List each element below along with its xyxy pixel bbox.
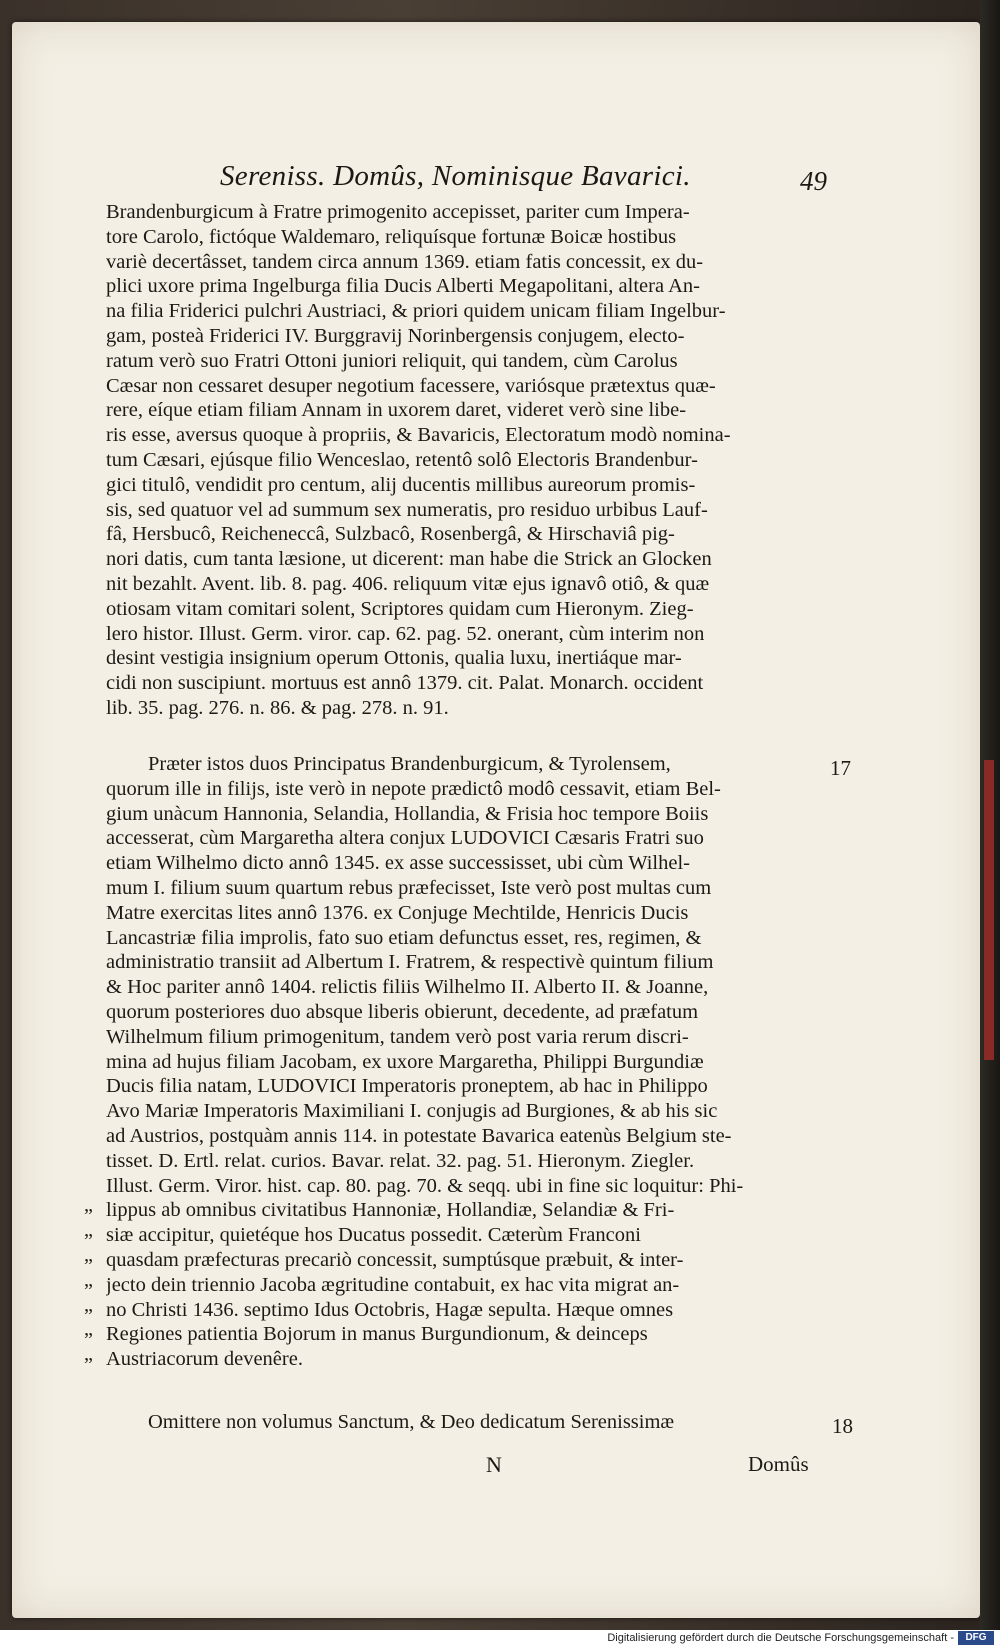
bookmark-ribbon [984, 760, 994, 1060]
text-line: cidi non suscipiunt. mortuus est annô 1379. cit. Palat. Monarch. occident [106, 672, 704, 695]
text-line: Cæsar non cessaret desuper negotium facessere, variósque prætextus quæ- [106, 374, 716, 397]
text-line: fâ, Hersbucô, Reicheneccâ, Sulzbacô, Rosenbergâ, & Hirschaviâ pig- [106, 523, 675, 546]
text-line: plici uxore prima Ingelburga filia Ducis Alberti Megapolitani, altera An- [106, 275, 700, 298]
digitization-credit: Digitalisierung gefördert durch die Deutsche Forschungsgemeinschaft - [607, 1632, 954, 1644]
quote-mark: „ [84, 1318, 93, 1341]
margin-number-18: 18 [832, 1414, 853, 1438]
text-line: accesserat, cùm Margaretha altera conjux LUDOVICI Cæsaris Fratri suo [106, 827, 704, 850]
text-line: administratio transiit ad Albertum I. Fratrem, & respectivè quintum filium [106, 951, 714, 974]
text-line: Illust. Germ. Viror. hist. cap. 80. pag. 70. & seqq. ubi in fine sic loquitur: Phi- [106, 1174, 744, 1197]
quote-mark: „ [84, 1194, 93, 1217]
text-line: ratum verò suo Fratri Ottoni juniori reliquit, qui tandem, cùm Carolus [106, 349, 678, 372]
quote-mark: „ [84, 1343, 93, 1366]
page-header [110, 160, 850, 196]
text-line: nori datis, cum tanta læsione, ut dicerent: man habe die Strick an Glocken [106, 548, 712, 571]
margin-number-17: 17 [830, 756, 851, 780]
text-line: Præter istos duos Principatus Brandenburgicum, & Tyrolensem, [148, 753, 671, 775]
text-line: Regiones patientia Bojorum in manus Burgundionum, & deinceps [106, 1323, 648, 1346]
text-line: sis, sed quatuor vel ad summum sex numeratis, pro residuo urbibus Lauf- [106, 498, 708, 521]
signature-mark: N [486, 1452, 502, 1477]
dfg-logo: DFG [958, 1631, 994, 1645]
text-line: ad Austrios, postquàm annis 114. in potestate Bavarica eatenùs Belgium ste- [106, 1124, 732, 1147]
text-line: Austriacorum devenêre. [106, 1348, 303, 1371]
text-line: lippus ab omnibus civitatibus Hannoniæ, Hollandiæ, Selandiæ & Fri- [106, 1199, 675, 1222]
text-line: ris esse, aversus quoque à propriis, & Bavaricis, Electoratum modò nomina- [106, 424, 731, 447]
text-line: tore Carolo, fictóque Waldemaro, reliquísque fortunæ Boicæ hostibus [106, 225, 677, 248]
text-line: nit bezahlt. Avent. lib. 8. pag. 406. reliquum vitæ ejus ignavô otiô, & quæ [106, 572, 710, 595]
text-line: Wilhelmum filium primogenitum, tandem verò post varia rerum discri- [106, 1025, 689, 1048]
text-line: gam, posteà Friderici IV. Burggravij Norinbergensis conjugem, electo- [106, 324, 685, 347]
paragraph-2 [106, 752, 826, 1372]
text-line: Brandenburgicum à Fratre primogenito accepisset, pariter cum Impera- [106, 201, 690, 223]
text-line: mum I. filium suum quartum rebus præfecisset, Iste verò post multas cum [106, 876, 712, 899]
quote-mark: „ [84, 1293, 93, 1316]
text-line: Omittere non volumus Sanctum, & Deo dedicatum Serenissimæ [148, 1411, 675, 1433]
text-line: Avo Mariæ Imperatoris Maximiliani I. conjugis ad Burgiones, & ab his sic [106, 1100, 718, 1123]
text-line: quorum ille in filijs, iste verò in nepote prædictô modô cessavit, etiam Bel- [106, 777, 721, 800]
paragraph-1 [106, 200, 826, 721]
text-line: quasdam præfecturas precariò concessit, sumptúsque præbuit, & inter- [106, 1248, 684, 1271]
text-line: rere, eíque etiam filiam Annam in uxorem daret, videret verò sine libe- [106, 399, 687, 422]
text-line: etiam Wilhelmo dicto annô 1345. ex asse successisset, ubi cùm Wilhel- [106, 852, 690, 875]
text-line: na filia Friderici pulchri Austriaci, & priori quidem unicam filiam Ingelbur- [106, 300, 726, 323]
quote-mark: „ [84, 1268, 93, 1291]
catchword: Domûs [748, 1452, 809, 1476]
text-line: lero histor. Illust. Germ. viror. cap. 62. pag. 52. onerant, cùm interim non [106, 622, 705, 645]
text-line: jecto dein triennio Jacoba ægritudine contabuit, ex hac vita migrat an- [106, 1273, 680, 1296]
quote-mark: „ [84, 1244, 93, 1266]
running-title: Sereniss. Domûs, Nominisque Bavarici. [220, 160, 691, 192]
text-line: siæ accipitur, quietéque hos Ducatus possedit. Cæterùm Franconi [106, 1224, 641, 1247]
text-line: tisset. D. Ertl. relat. curios. Bavar. relat. 32. pag. 51. Hieronym. Ziegler. [106, 1149, 695, 1172]
text-line: gici titulô, vendidit pro centum, alij ducentis millibus aureorum promis- [106, 473, 696, 496]
quote-mark: „ [84, 1219, 93, 1242]
text-line: otiosam vitam comitari solent, Scriptores quidam cum Hieronym. Zieg- [106, 597, 694, 620]
text-line: desint vestigia insignium operum Ottonis, qualia luxu, inertiáque mar- [106, 647, 682, 670]
text-line: no Christi 1436. septimo Idus Octobris, Hagæ sepulta. Hæque omnes [106, 1298, 674, 1321]
text-line: Matre exercitas lites annô 1376. ex Conjuge Mechtilde, Henricis Ducis [106, 901, 689, 924]
paragraph-3 [106, 1410, 826, 1435]
text-line: gium unàcum Hannonia, Selandia, Hollandia, & Frisia hoc tempore Boiis [106, 802, 709, 825]
text-line: Ducis filia natam, LUDOVICI Imperatoris proneptem, ab hac in Philippo [106, 1075, 708, 1098]
text-line: variè decertâsset, tandem circa annum 1369. etiam fatis concessit, ex du- [106, 250, 704, 273]
text-line: quorum posteriores duo absque liberis obierunt, decedente, ad præfatum [106, 1000, 699, 1023]
text-line: mina ad hujus filiam Jacobam, ex uxore Margaretha, Philippi Burgundiæ [106, 1050, 704, 1073]
text-line: tum Cæsari, ejúsque filio Wenceslao, retentô solô Electoris Brandenbur- [106, 448, 698, 471]
text-line: & Hoc pariter annô 1404. relictis filiis Wilhelmo II. Alberto II. & Joanne, [106, 976, 709, 999]
text-line: lib. 35. pag. 276. n. 86. & pag. 278. n. 91. [106, 696, 449, 719]
page-number: 49 [800, 166, 827, 196]
text-line: Lancastriæ filia improlis, fato suo etiam defunctus esset, res, regimen, & [106, 926, 702, 949]
